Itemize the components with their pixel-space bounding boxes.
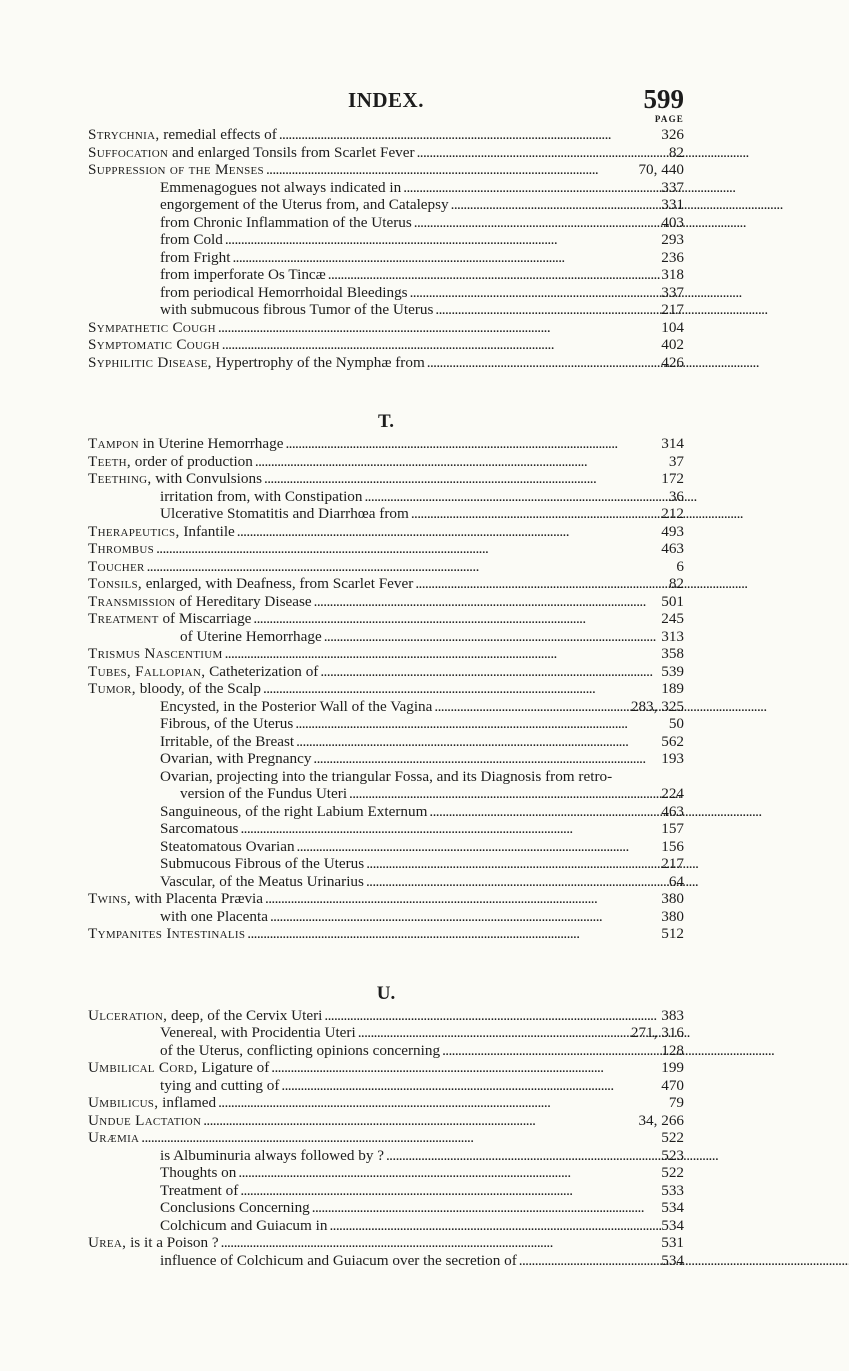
leader-dots: [225, 645, 660, 663]
index-entry: [88, 1217, 684, 1235]
leader-dots: [247, 925, 659, 943]
leader-dots: [296, 733, 659, 751]
index-entry: [88, 768, 684, 786]
leader-dots: [415, 575, 667, 593]
page-reference: 358: [661, 645, 684, 662]
entry-text: of Hereditary Disease: [175, 592, 312, 610]
index-entry: [88, 319, 684, 337]
entry-heading: Urea,: [88, 1234, 127, 1251]
page-header: [88, 0, 684, 120]
index-entry: [88, 663, 684, 681]
leader-dots: [312, 1199, 659, 1217]
page-reference: 337: [661, 178, 684, 196]
page-reference: 512: [661, 925, 684, 942]
page-reference: 314: [661, 435, 684, 452]
index-entry: [88, 750, 684, 768]
subentry-text: Sanguineous, of the right Labium Externum: [160, 802, 428, 820]
index-entry: [88, 505, 684, 523]
leader-dots: [279, 126, 659, 144]
page-reference: 523: [661, 1146, 684, 1164]
page-reference: 501: [661, 592, 684, 610]
leader-dots: [366, 873, 667, 891]
index-entry: [88, 1042, 684, 1060]
page-reference: 50: [668, 715, 684, 732]
index-entry: [88, 1147, 684, 1165]
leader-dots: [270, 908, 659, 926]
leader-dots: [442, 1042, 659, 1060]
index-entry: [88, 196, 684, 214]
entry-text: in Uterine Hemorrhage: [138, 435, 284, 452]
leader-dots: [403, 179, 659, 197]
subentry-text: Venereal, with Procidentia Uteri: [160, 1024, 356, 1041]
index-entry: [88, 1007, 684, 1025]
index-entry: [88, 785, 684, 803]
leader-dots: [435, 301, 659, 319]
index-entry: [88, 820, 684, 838]
leader-dots: [141, 1129, 659, 1147]
page-reference: 426: [661, 353, 684, 371]
subentry-text: from Cold: [160, 231, 223, 248]
leader-dots: [451, 196, 660, 214]
page-reference: 193: [661, 750, 684, 767]
entry-text: bloody, of the Scalp: [135, 680, 262, 697]
index-entry: [88, 144, 684, 162]
leader-dots: [297, 838, 660, 856]
leader-dots: [222, 336, 659, 354]
leader-dots: [266, 161, 637, 179]
page-reference: 157: [661, 820, 684, 837]
page-column-label: PAGE: [654, 114, 684, 124]
leader-dots: [434, 698, 628, 716]
entry-text: enlarged, with Deafness, from Scarlet Fever: [141, 575, 414, 592]
page-reference: 534: [661, 1216, 684, 1234]
index-entry: [88, 523, 684, 541]
index-entry: [88, 1024, 684, 1042]
leader-dots: [410, 284, 660, 302]
page-reference: 189: [661, 680, 684, 697]
entry-heading: Tumor,: [88, 680, 136, 697]
page-reference: 313: [661, 627, 684, 645]
entry-text: remedial effects of: [159, 126, 277, 143]
leader-dots: [240, 1182, 659, 1200]
leader-dots: [417, 144, 667, 162]
index-entry: [88, 336, 684, 354]
entry-text: inflamed: [158, 1094, 217, 1111]
entry-text: with Convulsions: [151, 470, 262, 487]
index-entry: [88, 593, 684, 611]
subentry-text: Ovarian, with Pregnancy: [160, 750, 312, 767]
index-entry: [88, 645, 684, 663]
page-number: 599: [643, 84, 684, 114]
index-entry: [88, 266, 684, 284]
index-entry: [88, 470, 684, 488]
index-entry: [88, 1112, 684, 1130]
page-reference: 283, 325: [630, 697, 684, 715]
index-entry: [88, 715, 684, 733]
entry-heading: Symptomatic Cough: [88, 336, 220, 353]
subentry-text: tying and cutting of: [160, 1076, 280, 1094]
index-entry: [88, 1059, 684, 1077]
entry-heading: Thrombus: [88, 540, 155, 557]
index-entry: [88, 698, 684, 716]
page-reference: 337: [661, 283, 684, 301]
page-reference: 217: [661, 855, 684, 872]
entry-text: Catheterization of: [205, 662, 319, 680]
index-entry: [88, 890, 684, 908]
subentry-text: of Uterine Hemorrhage: [180, 627, 322, 645]
index-section: [88, 943, 684, 1270]
index-entry: [88, 610, 684, 628]
index-entry: [88, 1129, 684, 1147]
subentry-text: Submucous Fibrous of the Uterus: [160, 855, 365, 872]
entry-text: is it a Poison ?: [126, 1234, 219, 1251]
entry-text: Infantile: [179, 522, 235, 540]
subentry-text: Treatment of: [160, 1181, 239, 1199]
index-entry: [88, 1234, 684, 1252]
index-entry: [88, 488, 684, 506]
index-entry: [88, 1182, 684, 1200]
page-reference: 79: [668, 1094, 684, 1111]
leader-dots: [147, 558, 675, 576]
leader-dots: [320, 663, 659, 681]
index-entry: [88, 908, 684, 926]
index-entry: [88, 453, 684, 471]
entry-heading: Tampon: [88, 435, 139, 452]
index-entry: [88, 1094, 684, 1112]
leader-dots: [264, 470, 659, 488]
index-entry: [88, 873, 684, 891]
entry-heading: Suppression of the Menses: [88, 161, 264, 178]
entry-heading: Syphilitic Disease,: [88, 353, 212, 371]
page-reference: 531: [661, 1234, 684, 1251]
leader-dots: [324, 1007, 659, 1025]
page-reference: 128: [661, 1041, 684, 1059]
page-reference: 6: [676, 557, 684, 575]
entry-heading: Therapeutics,: [88, 522, 180, 540]
index-entry: [88, 301, 684, 319]
page-reference: 64: [668, 872, 684, 890]
running-title: INDEX.: [348, 88, 424, 112]
subentry-text: Ovarian, projecting into the triangular Fossa, and its Diagnosis from retro-: [160, 767, 613, 785]
index-entry: [88, 284, 684, 302]
index-entry: [88, 855, 684, 873]
leader-dots: [324, 628, 660, 646]
leader-dots: [240, 820, 659, 838]
page-reference: 36: [668, 487, 684, 505]
index-entry: [88, 558, 684, 576]
page-reference: 562: [661, 732, 684, 750]
subentry-text: with one Placenta: [160, 907, 268, 925]
page-reference: 217: [661, 301, 684, 318]
leader-dots: [237, 523, 659, 541]
page-reference: 402: [661, 336, 684, 353]
leader-dots: [329, 1217, 659, 1235]
entry-heading: Toucher: [88, 557, 145, 575]
leader-dots: [255, 453, 667, 471]
entry-heading: Ulceration,: [88, 1006, 168, 1024]
leader-dots: [414, 214, 659, 232]
page-reference: 271, 316: [630, 1024, 684, 1041]
page-reference: 534: [661, 1251, 684, 1269]
subentry-text: with submucous fibrous Tumor of the Uterus: [160, 301, 434, 318]
page-reference: 493: [661, 522, 684, 540]
leader-dots: [349, 785, 659, 803]
page-reference: 236: [661, 248, 684, 266]
entry-heading: Umbilical Cord,: [88, 1059, 198, 1076]
page-reference: 522: [661, 1164, 684, 1181]
entry-heading: Tubes, Fallopian,: [88, 662, 206, 680]
subentry-text: Colchicum and Guiacum in: [160, 1216, 328, 1234]
entry-text: order of production: [130, 452, 253, 470]
page-reference: 383: [661, 1006, 684, 1024]
entry-text: and enlarged Tonsils from Scarlet Fever: [168, 143, 415, 161]
leader-dots: [203, 1112, 636, 1130]
index-entry: [88, 1252, 684, 1270]
index-entry: [88, 925, 684, 943]
section-letter: T.: [377, 411, 394, 432]
subentry-text: of the Uterus, conflicting opinions concerning: [160, 1041, 441, 1059]
page-reference: 245: [661, 610, 684, 627]
page-reference: 82: [668, 143, 684, 161]
subentry-text: Ulcerative Stomatitis and Diarrhœa from: [160, 505, 409, 522]
subentry-text: from imperforate Os Tincæ: [160, 266, 326, 283]
index-entry: [88, 1077, 684, 1095]
page-reference: 37: [668, 452, 684, 470]
entry-heading: Treatment: [88, 610, 159, 627]
entry-heading: Tonsils,: [88, 575, 142, 592]
subentry-text: engorgement of the Uterus from, and Catalepsy: [160, 196, 449, 213]
page-reference: 522: [661, 1129, 684, 1146]
entry-heading: Teething,: [88, 470, 152, 487]
index-entry: [88, 1199, 684, 1217]
index-section: [88, 371, 684, 943]
page-reference: 539: [661, 662, 684, 680]
entry-text: Ligature of: [197, 1059, 270, 1076]
index-section: [88, 126, 684, 371]
leader-dots: [429, 803, 659, 821]
leader-dots: [314, 593, 660, 611]
entry-heading: Strychnia,: [88, 126, 160, 143]
index-entry: [88, 126, 684, 144]
page-reference: 331: [661, 196, 684, 213]
page-reference: 82: [668, 575, 684, 592]
entry-text: with Placenta Prævia: [130, 890, 264, 907]
subentry-text: Encysted, in the Posterior Wall of the Vagina: [160, 697, 433, 715]
subentry-text: Sarcomatous: [160, 820, 239, 837]
page-reference: 380: [661, 907, 684, 925]
index-entry: [88, 575, 684, 593]
entry-text: of Miscarriage: [158, 610, 252, 627]
page-reference: 533: [661, 1181, 684, 1199]
leader-dots: [232, 249, 659, 267]
index-entry: [88, 680, 684, 698]
page-reference: 104: [661, 318, 684, 336]
leader-dots: [328, 266, 659, 284]
page-reference: 70, 440: [638, 161, 684, 178]
index-entry: [88, 733, 684, 751]
entry-heading: Trismus Nascentium: [88, 645, 223, 662]
leader-dots: [281, 1077, 659, 1095]
subentry-text: Thoughts on: [160, 1164, 237, 1181]
entry-text: deep, of the Cervix Uteri: [167, 1006, 323, 1024]
page-reference: 199: [661, 1059, 684, 1076]
leader-dots: [386, 1147, 659, 1165]
leader-dots: [358, 1024, 629, 1042]
entry-heading: Teeth,: [88, 452, 131, 470]
subentry-text: from Chronic Inflammation of the Uterus: [160, 213, 412, 231]
entry-heading: Twins,: [88, 890, 131, 907]
leader-dots: [271, 1059, 659, 1077]
leader-dots: [313, 750, 659, 768]
page-reference: 463: [661, 540, 684, 557]
index-entry: [88, 435, 684, 453]
leader-dots: [295, 715, 667, 733]
entry-heading: Suffocation: [88, 143, 169, 161]
entry-heading: Sympathetic Cough: [88, 318, 216, 336]
page-reference: 463: [661, 802, 684, 820]
subentry-text: irritation from, with Constipation: [160, 487, 363, 505]
subentry-text: is Albuminuria always followed by ?: [160, 1146, 384, 1164]
leader-dots: [366, 855, 659, 873]
entry-heading: Umbilicus,: [88, 1094, 159, 1111]
entry-text: Hypertrophy of the Nymphæ from: [211, 353, 425, 371]
leader-dots: [427, 354, 659, 372]
index-entry: [88, 231, 684, 249]
page-reference: 326: [661, 126, 684, 143]
entry-heading: Undue Lactation: [88, 1111, 202, 1129]
subentry-text: influence of Colchicum and Guiacum over the secretion of: [160, 1251, 517, 1269]
page-reference: 224: [661, 785, 684, 802]
leader-dots: [263, 680, 659, 698]
leader-dots: [218, 1094, 667, 1112]
subentry-text: Vascular, of the Meatus Urinarius: [160, 872, 364, 890]
page-reference: 534: [661, 1199, 684, 1216]
leader-dots: [253, 610, 659, 628]
leader-dots: [285, 435, 659, 453]
page-reference: 156: [661, 837, 684, 855]
index-entry: [88, 803, 684, 821]
subentry-text: Steatomatous Ovarian: [160, 837, 295, 855]
index-entry: [88, 354, 684, 372]
entry-heading: Tympanites Intestinalis: [88, 925, 246, 942]
subentry-text: from Fright: [160, 248, 231, 266]
leader-dots: [156, 540, 659, 558]
subentry-text: Conclusions Concerning: [160, 1199, 310, 1216]
subentry-text: Irritable, of the Breast: [160, 732, 295, 750]
subentry-text: from periodical Hemorrhoidal Bleedings: [160, 283, 408, 301]
leader-dots: [238, 1164, 659, 1182]
leader-dots: [225, 231, 659, 249]
index-entry: [88, 838, 684, 856]
subentry-text: Fibrous, of the Uterus: [160, 715, 294, 732]
page-reference: 212: [661, 505, 684, 522]
index-entry: [88, 1164, 684, 1182]
page-reference: 172: [661, 470, 684, 487]
page-reference: 380: [661, 890, 684, 907]
subentry-text: Emmenagogues not always indicated in: [160, 178, 402, 196]
leader-dots: [221, 1234, 660, 1252]
leader-dots: [265, 890, 659, 908]
index-body: [88, 126, 684, 1269]
entry-heading: Uræmia: [88, 1129, 140, 1146]
subentry-text: version of the Fundus Uteri: [180, 785, 348, 802]
leader-dots: [411, 505, 659, 523]
leader-dots: [218, 319, 659, 337]
page-reference: 293: [661, 231, 684, 248]
index-entry: [88, 628, 684, 646]
page-reference: 403: [661, 213, 684, 231]
leader-dots: [364, 488, 666, 506]
leader-dots: [519, 1252, 659, 1270]
index-entry: [88, 161, 684, 179]
section-letter: U.: [376, 982, 396, 1004]
page-reference: 318: [661, 266, 684, 283]
index-entry: [88, 214, 684, 232]
index-entry: [88, 179, 684, 197]
entry-heading: Transmission: [88, 592, 176, 610]
page-reference: 470: [661, 1076, 684, 1094]
page-reference: 34, 266: [638, 1111, 684, 1129]
index-entry: [88, 249, 684, 267]
index-entry: [88, 540, 684, 558]
